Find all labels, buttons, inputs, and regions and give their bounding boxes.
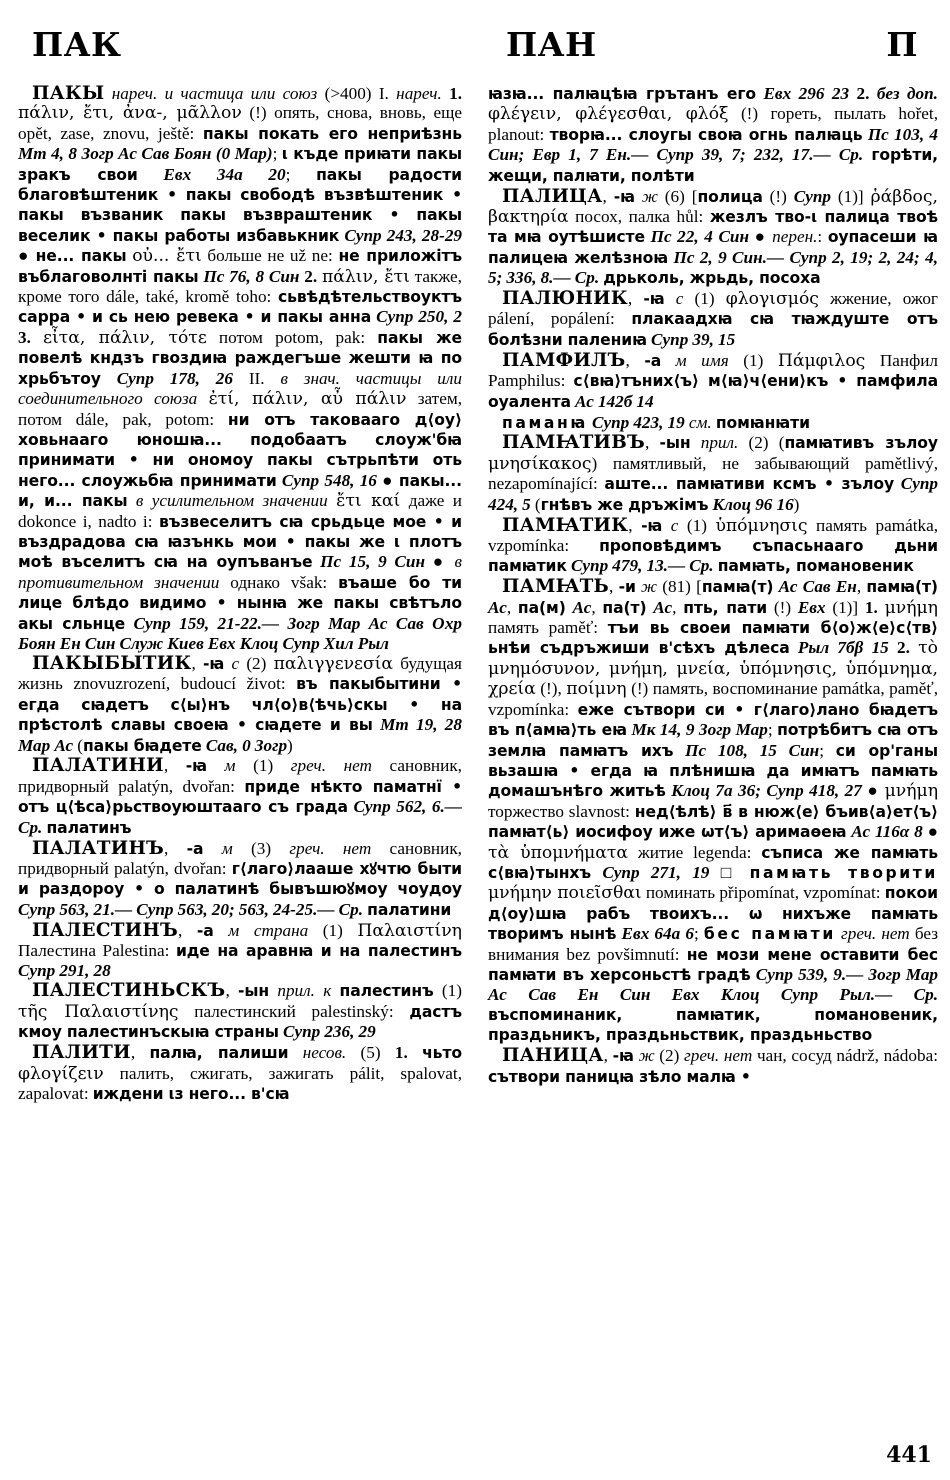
running-head-middle: ПАН [506,25,597,64]
headword: ПАЛЕСТИНЬСКЪ [32,980,226,1002]
dictionary-entry-palestinisku: ПАЛЕСТИНЬСКЪ, -ын прил. к палестинъ (1) τῆς Παλαιστίνης палестинский palestinský: дастъ кмоу палестинъскыꙗ страны Супр 236, 29 [18,980,462,1042]
dictionary-entry-pakyi: ПАКЫ нареч. и частица или союз (>400) I. нареч. 1. πάλιν, ἔτι, ἀνα-, μᾶλλον (!) опять, снова, вновь, еще opět, zase, znovu, ještě: пакы покать его неприѣзнь Мт 4, 8 Зогр Ас Сав Боян (0 Мар); ι къде приꙗти пакы зракъ свои Евх 34а 20; пакы радости благовѣштеник • пакы свободѣ възвѣштеник • пакы възваник пакы възвраштеник • пакы веселик • пакы работы избавькник Супр 243, 28-29 ● не... пакы οὐ... ἔτι больше не už ne: не приложітъ въблаговолнті пакы Пс 76, 8 Син 2. πάλιν, ἔτι также, кроме того dále, také, kromě toho: сьвѣдѣтельствоуктъ сарра • и сь нею ревека • и пакы анна Супр 250, 2 3. εἶτα, πάλιν, τότε потом potom, pak: пакы же повелѣ кндзъ гвоздиꙗ раждегъше жешти ꙗ по хрьбътоу Супр 178, 26 II. в знач. частицы или соединительного союза ἐτί, πάλιν, αὖ πάλιν затем, потом dále, pak, potom: ни отъ таковааго д⟨оу⟩ховьнааго юношꙗ... подобаатъ слоуж'бꙗ принимати • ни ономоу пакы сътрьпѣти оть него... слоужьбꙗ принимати Супр 548, 16 ● пакы... и, и... пакы в усилительном значении ἔτι καί даже и dokonce i, nadto i: възвеселитъ сꙗ срьдьце мое • и въздрадова сꙗ ꙗзънкь мои • пакы же ι плотъ моѣ въселитъ сꙗ на оупъванъе Пс 15, 9 Син ● в противительном значении однако však: въаше бо ти лице блѣдо видимо • нынꙗ же пакы свѣтъло акы сльнце Супр 159, 21-22.— Зогр Мар Ас Сав Охр Боян Ен Син Служ Киев Евх Клоц Супр Хил Рыл [18,83,463,653]
dictionary-entry-pamativu: ПАМꙖТИВЪ, -ын прил. (2) (памꙗтивъ зълоу μνησίκακος) памятливый, не забывающий pamětlivý, nezapomínající: аште... памꙗтиви ксмъ • зълоу Супр 424, 5 (гнѣвъ же дръжімъ Клоц 96 16) [488,432,938,514]
dictionary-entry-panica: ПАНИЦА, -ꙗ ж (2) греч. нет чан, сосуд nádrž, nádoba: сътвори паницꙗ зѣло малꙗ • [488,1045,938,1086]
page-number: 441 [886,1442,932,1468]
headword: ПАНИЦА [502,1045,604,1067]
dictionary-entry-paliti-continued: ꙗзꙗ... палꙗцѣꙗ грътанъ его Евх 296 23 2. без доп. φλέγειν, φλέγεσθαι, φλόξ (!) гореть, пылать hořet, planout: творꙗ... слоугы своꙗ огнь палꙗць Пс 103, 4 Син; Евр 1, 7 Ен.— Супр 39, 7; 232, 17.— Ср. горѣти, жещи, палꙗти, полѣти [488,84,938,185]
dictionary-entry-pakyibyitije: ПАКЫБЫТИК, -ꙗ с (2) παλιγγενεσία будущая жизнь znovuzrození, budoucí život: въ пакыбытини • егда сꙗдетъ с⟨ы⟩нъ чл⟨о⟩в⟨ѣчь⟩скы • на прѣстолѣ славы своеꙗ • сꙗдете и вы Мт 19, 28 Мар Ас (пакы бꙗдете Сав, 0 Зогр) [18,652,462,755]
headword: ПАМꙖТЬ [502,576,610,598]
headword: ПАЛЕСТИНЪ [32,919,178,941]
column-right [488,84,938,1087]
page-columns [18,83,939,1105]
headword: ПАЛИЦА [502,185,603,207]
dictionary-entry-pamanu: паманꙗ Супр 423, 19 см. помꙗнꙗти [502,412,810,432]
dictionary-entry-pamati: ПАМꙖТЬ, -и ж (81) [памꙗ(т) Ас Сав Ен, памꙗ(т) Ас, па(м) Ас, па(т) Ас, пть, пати (!) Евх (1)] 1. μνήμη память paměť: тъи вь своеи памꙗти б⟨о⟩ж⟨е⟩с⟨тв⟩ьнѣи съдръжиши в'сѣхъ дѣлеса Рыл 7бβ 15 2. τὸ μνημόσυνον, μνήμη, μνεία, ὑπόμνησις, ὑπόμνημα, χρεία (!), ποίμνη (!) память, воспоминание památka, paměť, vzpomínka: еже сътвори си • г⟨лаго⟩лано бꙗдетъ въ п⟨амꙗ⟩ть еꙗ Мк 14, 9 Зогр Мар; потрѣбитъ сꙗ отъ землꙗ памꙗтъ ихъ Пс 108, 15 Син; си ор'ганы вьзашꙗ • егда ꙗ плѣнишꙗ да имꙗтъ памꙗть домашънѣго житьѣ Клоц 7а 36; Супр 418, 27 ● μνήμη торжество slavnost: нед⟨ѣлѣ⟩ в҃ в нюж⟨е⟩ бъив⟨а⟩ет⟨ъ⟩ памꙗт⟨ь⟩ иосифоу иже ѡт⟨ъ⟩ аримаѳеꙗ Ас 116α 8 ● τὰ ὑπομνήματα житие legenda: съписа же памꙗть с⟨вꙗ⟩тынхъ Супр 271, 19 □ памꙗть творити μνήμην ποιεῖσθαι поминать připomínat, vzpomínat: покои д⟨оу⟩шꙗ рабъ твоихъ... ѡ нихъже памꙗть творимъ нынѣ Евх 64а 6; бес памꙗти греч. нет без внимания bez povšimnutí: не мози мене оставити бес памꙗти въ херсоньстѣ градѣ Супр 539, 9.— Зогр Мар Ас Сав Ен Син Евх Клоц Супр Рыл.— Ср. въспоминаник, памꙗтик, помановеник, праздьникъ, праздьньствик, праздьньство [488,577,938,1045]
dictionary-entry-palestinu: ПАЛЕСТИНЪ, -а м страна (1) Παλαιστίνη Палестина Palestina: иде на аравнꙗ и на палестинъ Супр 291, 28 [18,919,462,981]
running-head-letter: П [886,25,918,64]
dictionary-entry-palica: ПАЛИЦА, -ꙗ ж (6) [полица (!) Супр (1)] ῥάβδος, βακτηρία посох, палка hůl: жезлъ тво-ι палица твоѣ та мꙗ оутѣшисте Пс 22, 4 Син ● перен.: оупасеши ꙗ палицеꙗ желѣзноꙗ Пс 2, 9 Син.— Супр 2, 19; 2, 24; 4, 5; 336, 8.— Ср. дрьколь, жрьдь, посоха [488,185,938,288]
headword: ПАЛАТИНЪ [32,837,165,859]
headword: ПАМФИЛЪ [502,349,626,371]
headword: ПАЛИТИ [32,1042,131,1064]
running-head-left: ПАК [32,25,122,64]
headword: ПАЛЮНИК [502,288,628,310]
headword: ПАКЫБЫТИК [32,652,192,674]
dictionary-entry-palenije: ПАЛЮНИК, -ꙗ с (1) φλογισμός жжение, ожог pálení, popálení: плакаадхꙗ сꙗ тꙗждуште отъ болѣзни палениꙗ Супр 39, 15 [488,288,938,349]
headword: ПАКЫ [32,83,105,104]
headword: ПАЛАТИНИ [32,755,164,777]
dictionary-entry-pamfilu: ПАМФИЛЪ, -а м имя (1) Πάμφιλος Панфил Pamphilus: с⟨вꙗ⟩тъних⟨ъ⟩ м⟨ꙗ⟩ч⟨ени⟩къ • памфила оуалента Ас 142б 14 [488,349,938,411]
dictionary-entry-pamatije: ПАМꙖТИК, -ꙗ с (1) ὑπόμνησις память památka, vzpomínka: проповѣдимъ съпасьнааго дьни памꙗтик Супр 479, 13.— Ср. памꙗть, помановеник [488,514,938,576]
headword: ПАМꙖТИК [502,514,629,536]
dictionary-entry-palatinu: ПАЛАТИНЪ, -а м (3) греч. нет сановник, придворный palatýn, dvořan: г⟨лаго⟩лааше хꙋчтю быти и раздороу • о палатинѣ бывъшюꙋмоу чоудоу Супр 563, 21.— Супр 563, 20; 563, 24-25.— Ср. палатини [18,837,462,919]
running-head [18,25,932,84]
headword: ПАМꙖТИВЪ [502,432,645,454]
column-left [18,84,462,1105]
dictionary-entry-palatini: ПАЛАТИНИ, -ꙗ м (1) греч. нет сановник, придворный palatýn, dvořan: приде нѣкто паматнї • отъ ц⟨ѣса⟩рьствоуюштааго съ града Супр 562, 6.— Ср. палатинъ [18,755,462,837]
dictionary-entry-paliti: ПАЛИТИ, палꙗ, палиши несов. (5) 1. чьто φλογίζειν палить, сжигать, зажигать pálit, spalovat, zapalovat: иждени ιз него... в'сꙗ [18,1042,462,1103]
